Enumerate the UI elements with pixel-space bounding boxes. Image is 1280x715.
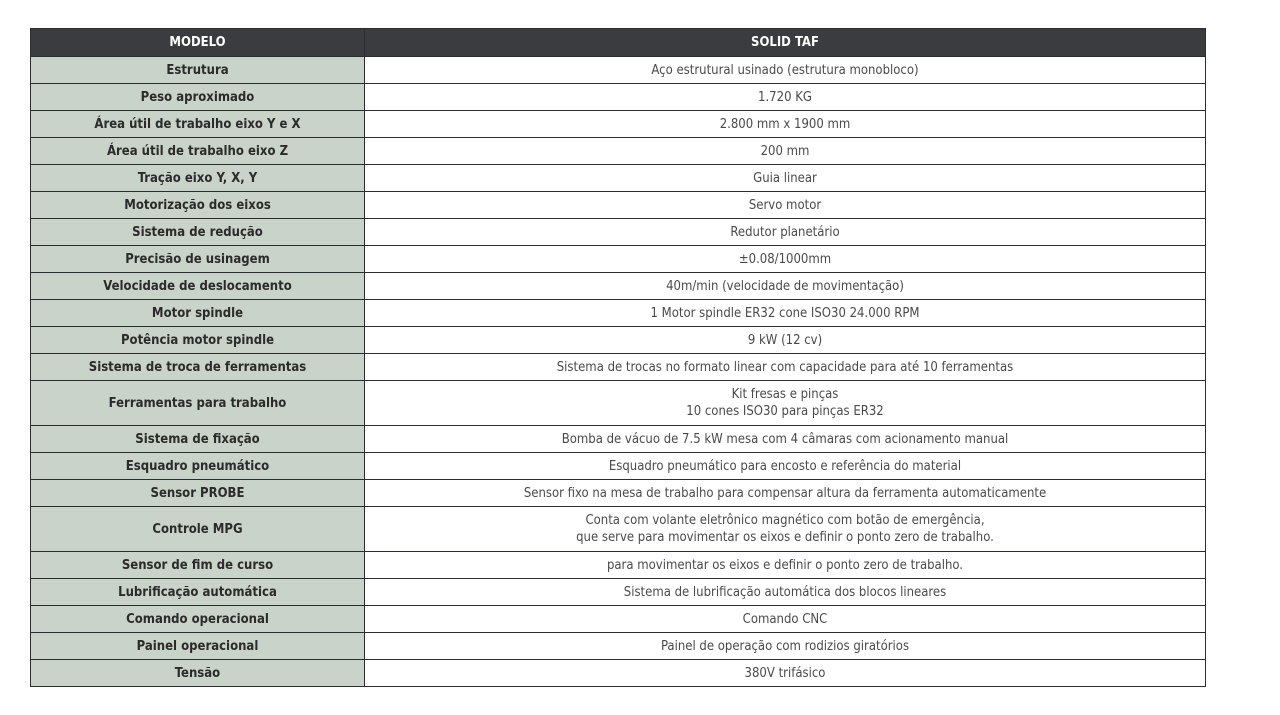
spec-value-line: Aço estrutural usinado (estrutura monobloco) [651, 62, 919, 78]
spec-label: Sistema de fixação [31, 426, 365, 453]
table-row [31, 480, 1206, 507]
spec-label: Controle MPG [31, 507, 365, 552]
spec-label: Área útil de trabalho eixo Z [31, 138, 365, 165]
spec-value-line: 1 Motor spindle ER32 cone ISO30 24.000 RPM [650, 305, 920, 321]
spec-value-line: Sistema de trocas no formato linear com capacidade para até 10 ferramentas [556, 359, 1014, 375]
spec-value [365, 660, 1206, 687]
spec-value [365, 192, 1206, 219]
table-row [31, 300, 1206, 327]
spec-label: Estrutura [31, 57, 365, 84]
spec-value-line: 2.800 mm x 1900 mm [719, 116, 851, 132]
spec-value-line: 380V trifásico [744, 665, 826, 681]
spec-value [365, 84, 1206, 111]
spec-value-line: que serve para movimentar os eixos e definir o ponto zero de trabalho. [576, 530, 994, 545]
spec-value-line: Sensor fixo na mesa de trabalho para compensar altura da ferramenta automaticamente [523, 485, 1047, 501]
table-row [31, 219, 1206, 246]
spec-value-line: Esquadro pneumático para encosto e referência do material [608, 458, 962, 474]
table-row [31, 633, 1206, 660]
spec-value [365, 57, 1206, 84]
table-row [31, 579, 1206, 606]
table-row [31, 111, 1206, 138]
table-row [31, 507, 1206, 552]
spec-value-line: 10 cones ISO30 para pinças ER32 [686, 404, 884, 419]
header-model-label: MODELO [31, 29, 365, 57]
spec-value [365, 552, 1206, 579]
spec-label: Velocidade de deslocamento [31, 273, 365, 300]
spec-value [365, 507, 1206, 552]
spec-value-line: Redutor planetário [730, 224, 840, 240]
table-row [31, 606, 1206, 633]
spec-label: Lubrificação automática [31, 579, 365, 606]
spec-value [365, 273, 1206, 300]
spec-value [365, 633, 1206, 660]
spec-label: Sensor de fim de curso [31, 552, 365, 579]
spec-value [365, 381, 1206, 426]
table-row [31, 354, 1206, 381]
spec-table [30, 28, 1206, 687]
header-model-name: SOLID TAF [365, 29, 1206, 57]
spec-label: Motorização dos eixos [31, 192, 365, 219]
table-row [31, 165, 1206, 192]
spec-value [365, 138, 1206, 165]
table-row [31, 552, 1206, 579]
spec-label: Precisão de usinagem [31, 246, 365, 273]
spec-value-line: Kit fresas e pinças [731, 387, 839, 402]
spec-value [365, 165, 1206, 192]
spec-label: Peso aproximado [31, 84, 365, 111]
spec-label: Sistema de troca de ferramentas [31, 354, 365, 381]
table-row [31, 381, 1206, 426]
spec-value-line: Sistema de lubrificação automática dos blocos lineares [623, 584, 947, 600]
spec-label: Ferramentas para trabalho [31, 381, 365, 426]
spec-value [365, 579, 1206, 606]
spec-label: Potência motor spindle [31, 327, 365, 354]
spec-label: Área útil de trabalho eixo Y e X [31, 111, 365, 138]
header-row [31, 29, 1206, 57]
table-row [31, 426, 1206, 453]
spec-value [365, 300, 1206, 327]
table-row [31, 246, 1206, 273]
table-row [31, 192, 1206, 219]
spec-value-line: Servo motor [748, 197, 822, 213]
spec-value [365, 480, 1206, 507]
spec-value [365, 246, 1206, 273]
spec-body [31, 57, 1206, 687]
spec-value-line: 40m/min (velocidade de movimentação) [666, 278, 904, 294]
table-row [31, 660, 1206, 687]
table-row [31, 327, 1206, 354]
table-row [31, 453, 1206, 480]
table-row [31, 57, 1206, 84]
spec-value [365, 327, 1206, 354]
table-row [31, 273, 1206, 300]
spec-value-line: Comando CNC [742, 611, 828, 627]
spec-label: Motor spindle [31, 300, 365, 327]
spec-value [365, 219, 1206, 246]
spec-value-line: ±0.08/1000mm [738, 251, 832, 267]
spec-label: Comando operacional [31, 606, 365, 633]
spec-value [365, 453, 1206, 480]
spec-value-line: Conta com volante eletrônico magnético com botão de emergência, [585, 513, 985, 528]
spec-label: Sistema de redução [31, 219, 365, 246]
spec-value-line: 200 mm [760, 143, 810, 159]
spec-value-line: Guia linear [753, 170, 817, 186]
spec-value [365, 426, 1206, 453]
spec-value [365, 111, 1206, 138]
spec-value-line: para movimentar os eixos e definir o ponto zero de trabalho. [606, 557, 964, 573]
spec-label: Painel operacional [31, 633, 365, 660]
spec-label: Tração eixo Y, X, Y [31, 165, 365, 192]
spec-value-line: Bomba de vácuo de 7.5 kW mesa com 4 câmaras com acionamento manual [561, 431, 1009, 447]
spec-value-line: 1.720 KG [758, 89, 812, 105]
spec-value [365, 606, 1206, 633]
spec-label: Esquadro pneumático [31, 453, 365, 480]
table-row [31, 84, 1206, 111]
spec-value-line: Painel de operação com rodizios giratórios [660, 638, 910, 654]
spec-value [365, 354, 1206, 381]
spec-value-line: 9 kW (12 cv) [747, 332, 823, 348]
spec-label: Tensão [31, 660, 365, 687]
table-row [31, 138, 1206, 165]
spec-label: Sensor PROBE [31, 480, 365, 507]
